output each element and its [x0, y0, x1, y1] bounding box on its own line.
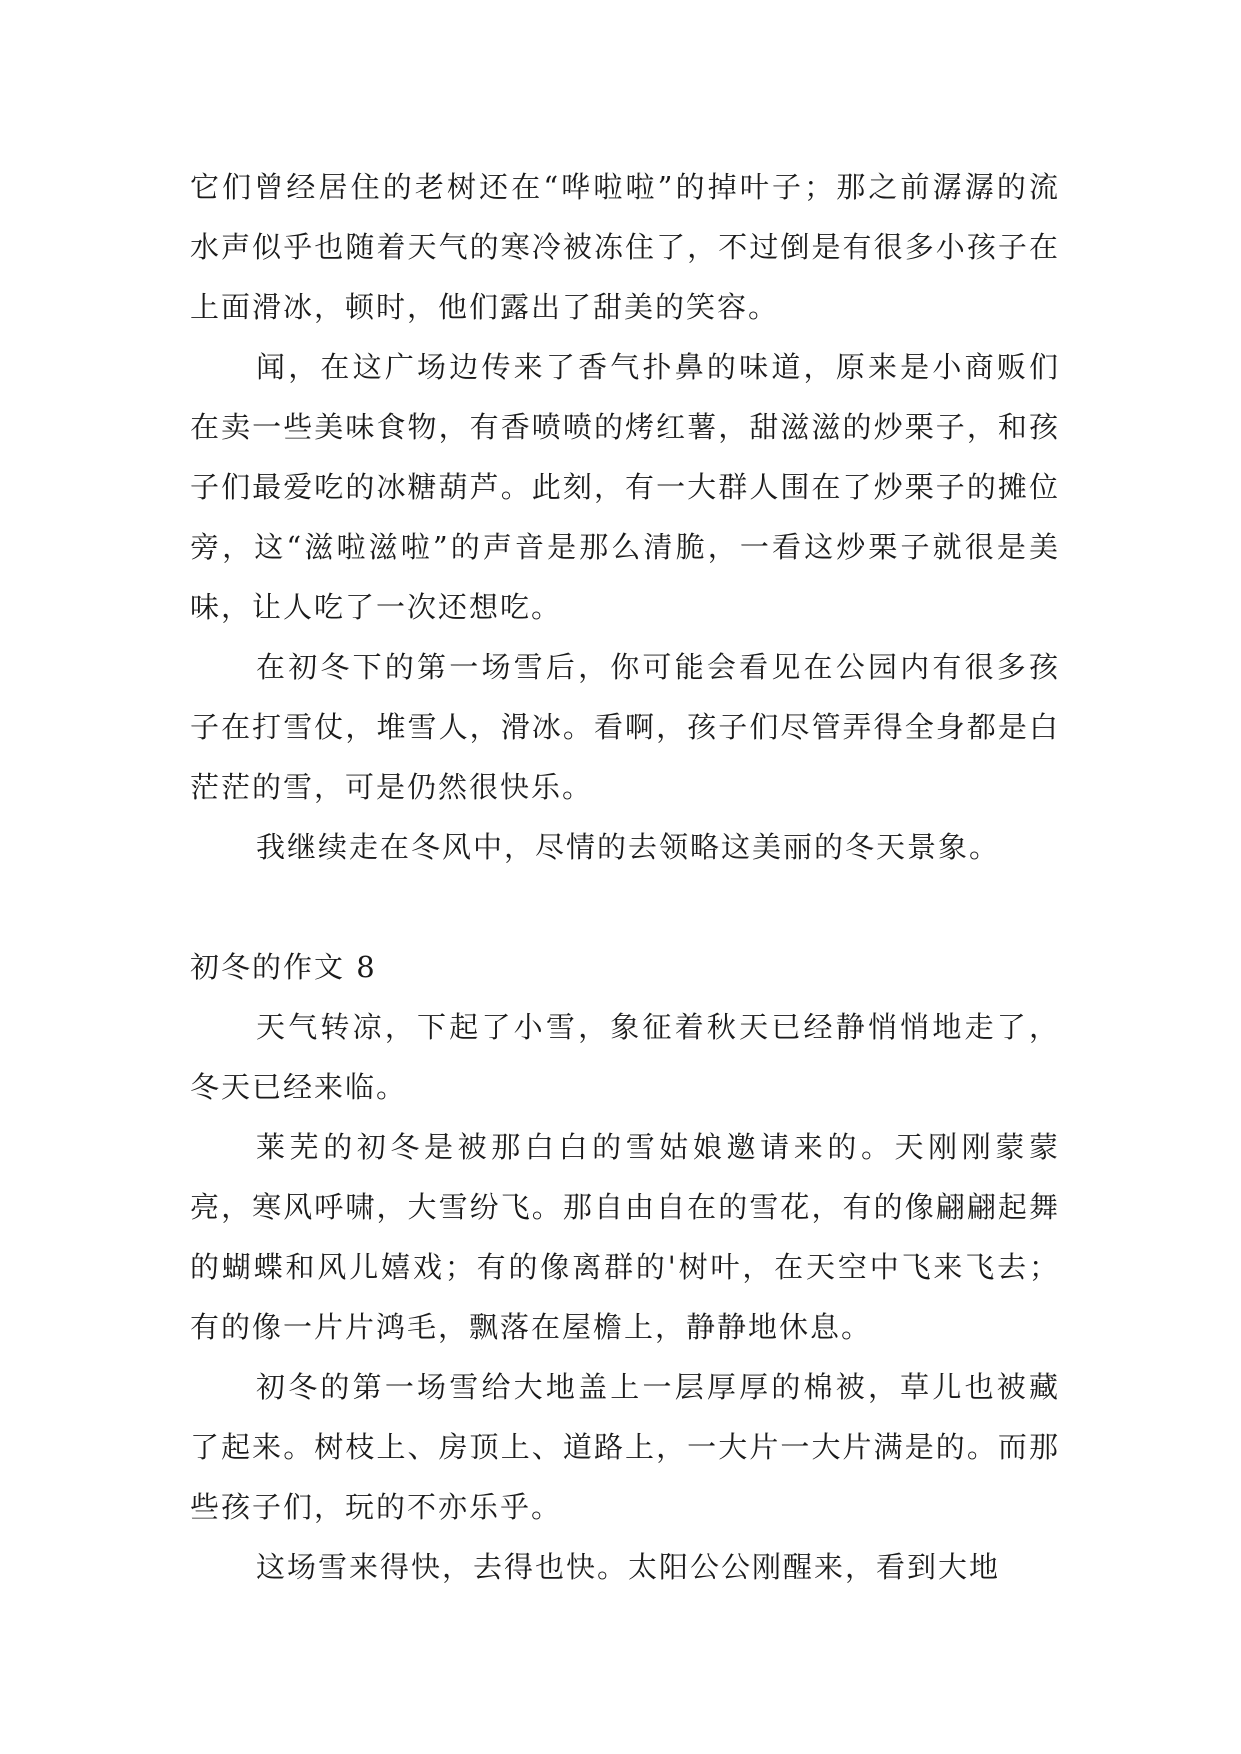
- section-paragraph-2: 莱芜的初冬是被那白白的雪姑娘邀请来的。天刚刚蒙蒙亮，寒风呼啸，大雪纷飞。那自由自在的雪花，有的像翩翩起舞的蝴蝶和风儿嬉戏；有的像离群的'树叶，在天空中飞来飞去；有的像一片片鸿毛，飘落在屋檐上，静静地休息。: [190, 1130, 1060, 1344]
- paragraph-closing: 我继续走在冬风中，尽情的去领略这美丽的冬天景象。: [256, 830, 1001, 864]
- paragraph-vendors: 闻，在这广场边传来了香气扑鼻的味道，原来是小商贩们在卖一些美味食物，有香喷喷的烤红薯，甜滋滋的炒栗子，和孩子们最爱吃的冰糖葫芦。此刻，有一大群人围在了炒栗子的摊位旁，这“滋啦滋啦”的声音是那么清脆，一看这炒栗子就很是美味，让人吃了一次还想吃。: [190, 350, 1060, 624]
- paragraph-continuation: 它们曾经居住的老树还在“哗啦啦”的掉叶子；那之前潺潺的流水声似乎也随着天气的寒冷被冻住了，不过倒是有很多小孩子在上面滑冰，顿时，他们露出了甜美的笑容。: [190, 170, 1060, 324]
- document-body: [190, 157, 1060, 1597]
- section-title: 初冬的作文 8: [190, 950, 377, 984]
- paragraph-first-snow: 在初冬下的第一场雪后，你可能会看见在公园内有很多孩子在打雪仗，堆雪人，滑冰。看啊，孩子们尽管弄得全身都是白茫茫的雪，可是仍然很快乐。: [190, 650, 1060, 804]
- section-paragraph-4: 这场雪来得快，去得也快。太阳公公刚醒来，看到大地: [256, 1550, 1001, 1584]
- section-paragraph-1: 天气转凉，下起了小雪，象征着秋天已经静悄悄地走了，冬天已经来临。: [190, 1010, 1060, 1104]
- section-paragraph-3: 初冬的第一场雪给大地盖上一层厚厚的棉被，草儿也被藏了起来。树枝上、房顶上、道路上，一大片一大片满是的。而那些孩子们，玩的不亦乐乎。: [190, 1370, 1060, 1524]
